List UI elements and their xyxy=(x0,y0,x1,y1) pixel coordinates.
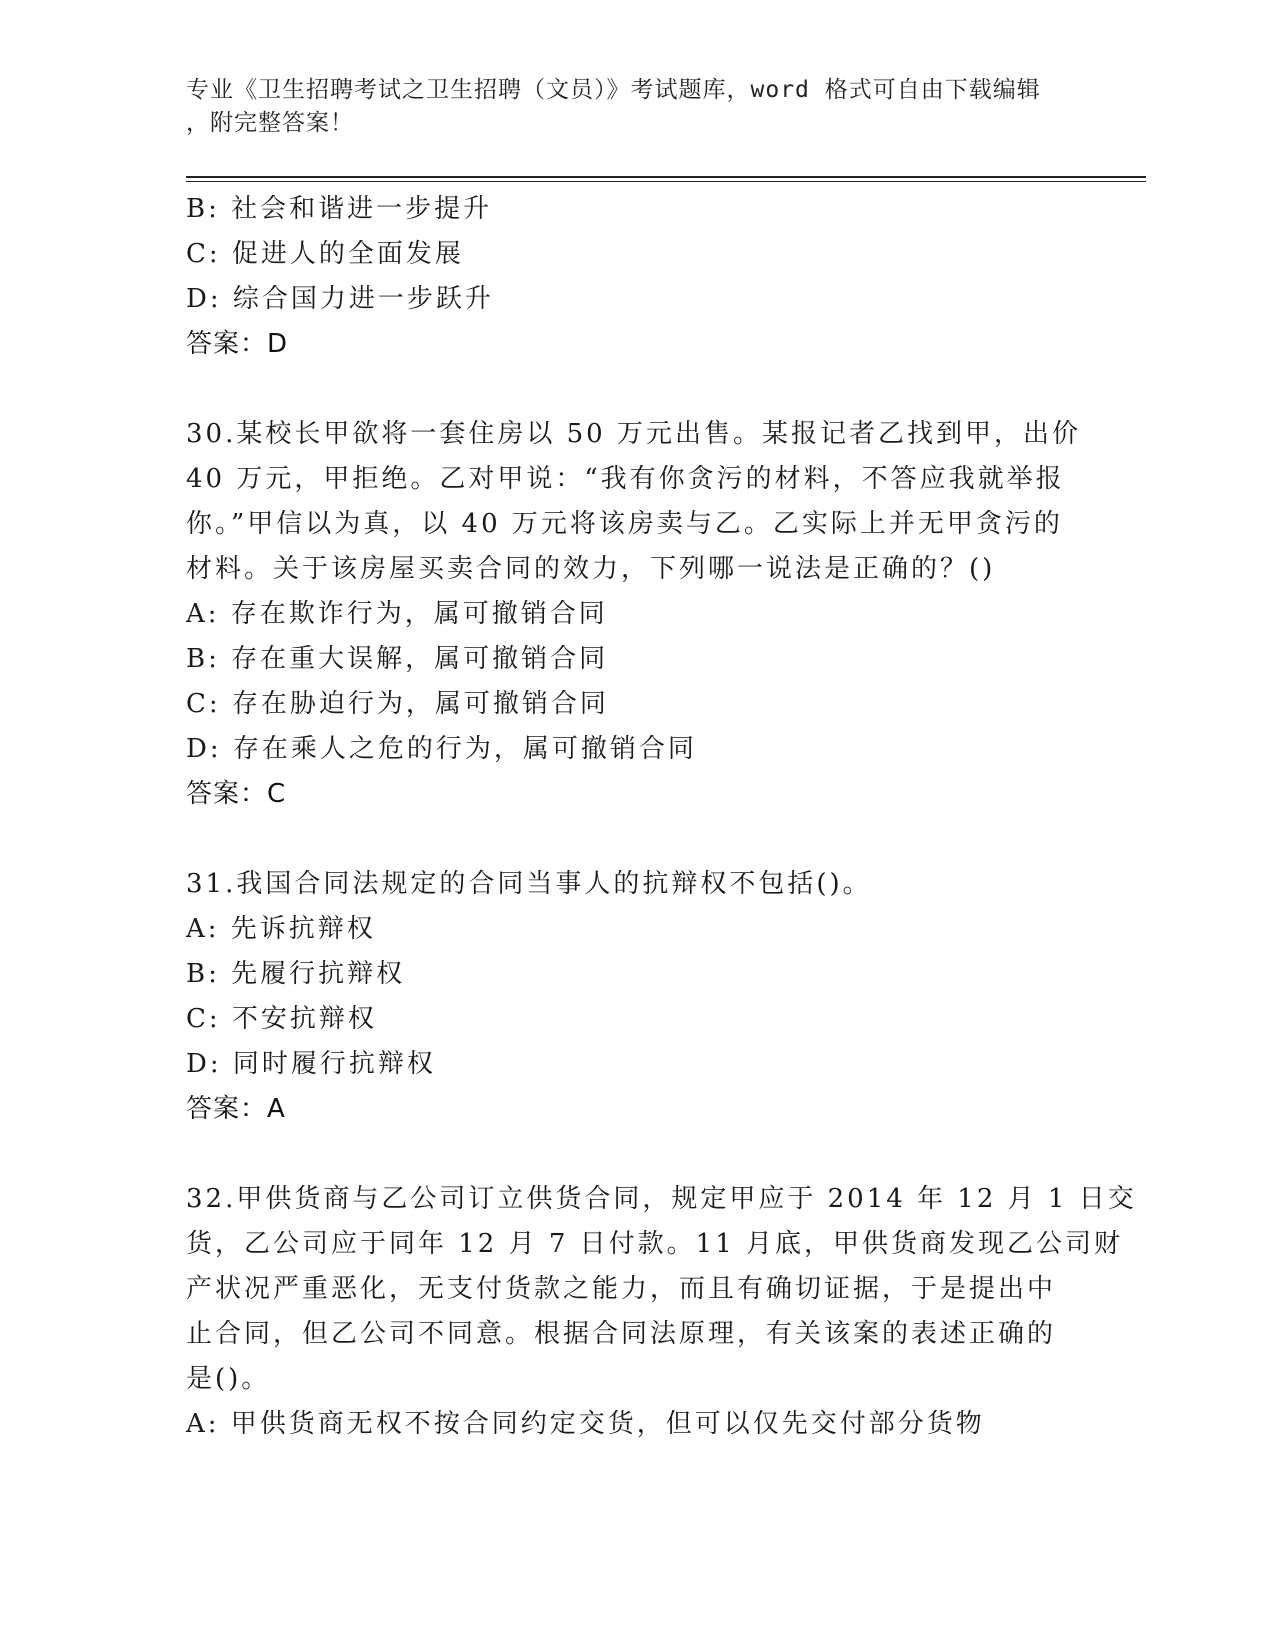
question-text-line: 30.某校长甲欲将一套住房以 50 万元出售。某报记者乙找到甲，出价 xyxy=(186,419,1081,449)
question-29-block xyxy=(186,187,1086,367)
header-line-1: 专业《卫生招聘考试之卫生招聘（文员）》考试题库，word 格式可自由下载编辑 xyxy=(186,77,1041,103)
header-rule-thin xyxy=(186,181,1146,182)
question-32-block xyxy=(186,1177,1137,1447)
option-b: B: 社会和谐进一步提升 xyxy=(186,194,493,224)
option-b: B: 先履行抗辩权 xyxy=(186,959,406,989)
header-rule-thick xyxy=(186,176,1146,178)
question-text-line: 止合同，但乙公司不同意。根据合同法原理，有关该案的表述正确的 xyxy=(186,1319,1057,1349)
answer-line: 答案：C xyxy=(186,779,287,809)
question-text-line: 产状况严重恶化，无支付货款之能力，而且有确切证据，于是提出中 xyxy=(186,1274,1057,1304)
spacer xyxy=(186,1132,1086,1177)
spacer xyxy=(186,367,1086,412)
option-a: A: 先诉抗辩权 xyxy=(186,914,376,944)
page-header xyxy=(186,74,1066,140)
question-text-line: 40 万元，甲拒绝。乙对甲说：“我有你贪污的材料，不答应我就举报 xyxy=(186,464,1065,494)
question-text-line: 你。”甲信以为真，以 40 万元将该房卖与乙。乙实际上并无甲贪污的 xyxy=(186,509,1063,539)
answer-line: 答案：A xyxy=(186,1094,286,1124)
option-c: C: 不安抗辩权 xyxy=(186,1004,377,1034)
option-a: A: 甲供货商无权不按合同约定交货，但可以仅先交付部分货物 xyxy=(186,1409,985,1439)
option-c: C: 促进人的全面发展 xyxy=(186,239,464,269)
option-d: D: 综合国力进一步跃升 xyxy=(186,284,494,314)
question-text-line: 货，乙公司应于同年 12 月 7 日付款。11 月底，甲供货商发现乙公司财 xyxy=(186,1229,1124,1259)
question-text-line: 31.我国合同法规定的合同当事人的抗辩权不包括()。 xyxy=(186,869,872,899)
answer-line: 答案：D xyxy=(186,329,289,359)
option-d: D: 同时履行抗辩权 xyxy=(186,1049,436,1079)
question-content xyxy=(186,187,1137,1447)
spacer xyxy=(186,817,1086,862)
option-c: C: 存在胁迫行为，属可撤销合同 xyxy=(186,689,609,719)
question-31-block xyxy=(186,862,1086,1132)
question-30-block xyxy=(186,412,1086,817)
option-d: D: 存在乘人之危的行为，属可撤销合同 xyxy=(186,734,697,764)
option-a: A: 存在欺诈行为，属可撤销合同 xyxy=(186,599,608,629)
question-text-line: 材料。关于该房屋买卖合同的效力，下列哪一说法是正确的？() xyxy=(186,554,996,584)
question-text-line: 32.甲供货商与乙公司订立供货合同，规定甲应于 2014 年 12 月 1 日交 xyxy=(186,1184,1137,1214)
option-b: B: 存在重大误解，属可撤销合同 xyxy=(186,644,609,674)
header-line-2: ，附完整答案！ xyxy=(186,110,354,136)
question-text-line: 是()。 xyxy=(186,1364,271,1394)
